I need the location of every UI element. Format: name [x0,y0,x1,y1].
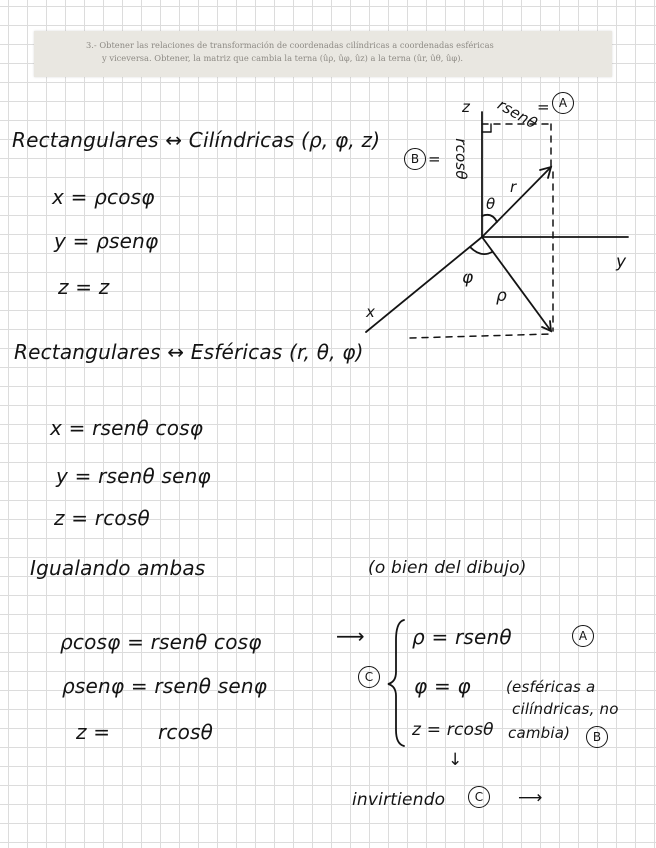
section1-eq-z: z = z [58,275,110,299]
result-phi: φ = φ [414,674,471,698]
mark-c2-letter: C [474,790,484,804]
result-rho: ρ = rsenθ [412,625,512,649]
section2-title: Rectangulares ↔ Esféricas (r, θ, φ) [14,340,364,364]
diagram-label-rho: ρ [496,286,507,306]
problem-line-1: 3.- Obtener las relaciones de transformación de coordenadas cilíndricas a coordenadas esféricas [86,40,494,50]
mark-c2-circle [468,786,490,808]
diagram-axis-x: x [366,303,376,321]
mark-c-letter: C [364,670,374,684]
section2-eq-z: z = rcosθ [54,506,150,530]
diagram-label-theta: θ [486,195,496,213]
section1-title: Rectangulares ↔ Cilíndricas (ρ, φ, z) [12,128,381,152]
mark-b-letter: B [410,152,420,166]
note-line-1: (esféricas a [506,678,596,696]
diagram-label-rsen: rsenθ [494,95,541,133]
diagram-label-phi: φ [462,268,474,288]
mark-a2-letter: A [578,629,588,643]
section3-aside: (o bien del dibujo) [368,558,527,578]
mark-b2-circle [586,726,608,748]
diagram-eq-a: = [537,98,550,116]
system-line-3-right: rcosθ [158,720,214,744]
diagram-axis-y: y [616,252,627,272]
section3-title: Igualando ambas [30,556,206,580]
note-line-3: cambia) [508,724,571,742]
down-arrow: ↓ [448,750,463,770]
section1-eq-x: x = ρcosφ [52,185,155,209]
problem-line-2: y viceversa. Obtener, la matriz que cambia la terna (ûρ, ûφ, ûz) a la terna (ûr, ûθ, ûφ). [102,53,464,63]
trailing-arrow: ⟶ [518,788,543,808]
system-line-3-left: z = [76,720,111,744]
diagram-label-rcos: rcosθ [451,138,470,180]
note-line-2: cilíndricas, no [512,700,619,718]
result-z: z = rcosθ [412,720,494,740]
section1-eq-y: y = ρsenφ [54,229,159,253]
diagram-label-r: r [510,178,517,196]
mark-a-letter: A [558,96,568,110]
mark-a2-circle [572,625,594,647]
mark-b2-letter: B [592,730,602,744]
implies-arrow: ⟶ [336,624,365,648]
inverting-label: invirtiendo [352,790,446,810]
system-line-1: ρcosφ = rsenθ cosφ [60,630,262,654]
section2-eq-y: y = rsenθ senφ [56,464,211,488]
diagram-eq-b: = [428,150,441,168]
system-line-2: ρsenφ = rsenθ senφ [62,674,268,698]
diagram-axis-z: z [462,98,471,116]
section2-eq-x: x = rsenθ cosφ [50,416,204,440]
